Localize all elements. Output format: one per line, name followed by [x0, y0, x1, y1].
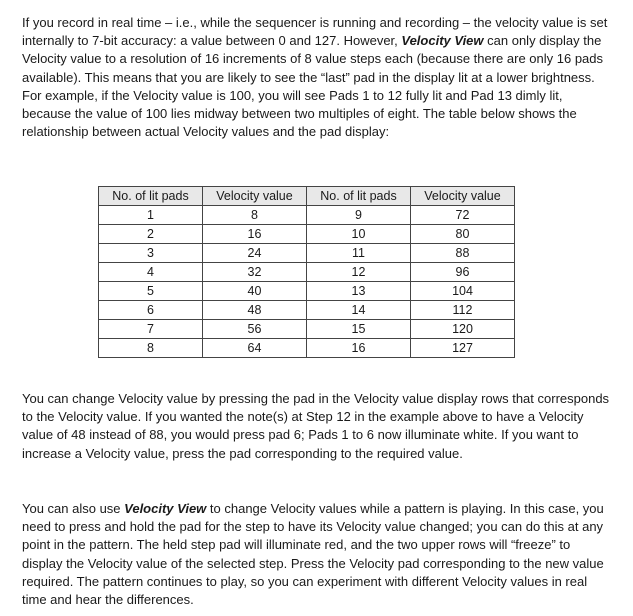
table-row — [99, 320, 515, 339]
table-cell: 4 — [99, 263, 203, 282]
velocity-view-term: Velocity View — [401, 33, 484, 49]
table-cell: 104 — [411, 282, 515, 301]
table-cell: 112 — [411, 301, 515, 320]
table-cell: 40 — [203, 282, 307, 301]
table-row — [99, 206, 515, 225]
table-row — [99, 301, 515, 320]
table-cell: 15 — [307, 320, 411, 339]
table-cell: 8 — [99, 339, 203, 358]
paragraph1-after: can only display the Velocity value to a resolution of 16 increments of 8 value steps each (because there are only 16 pads available). This means that you are likely to see the “last” pad in the display lit at a lower brightness. For example, if the Velocity value is 100, you will see Pads 1 to 12 fully lit and Pad 13 dimly lit, because the value of 100 lies midway between two multiples of eight. The table below shows the relationship between actual Velocity values and the pad display: — [22, 33, 604, 140]
table-row — [99, 263, 515, 282]
table-row — [99, 244, 515, 263]
table-cell: 12 — [307, 263, 411, 282]
table-cell: 48 — [203, 301, 307, 320]
table-cell: 7 — [99, 320, 203, 339]
table-cell: 72 — [411, 206, 515, 225]
velocity-view-term: Velocity View — [124, 501, 207, 516]
table-cell: 6 — [99, 301, 203, 320]
paragraph-recording-resolution — [22, 14, 614, 141]
paragraph-change-velocity: You can change Velocity value by pressing the pad in the Velocity value display rows that corresponds to the Velocity value. If you wanted the note(s) at Step 12 in the example above to have a Velocity value of 48 instead of 88, you would press pad 6; Pads 1 to 6 now illuminate white. If you want to increase a Velocity value, press the pad corresponding to the required value. — [22, 391, 610, 461]
paragraph1-before: If you record in real time – i.e., while the sequencer is running and recording – the velocity value is set internally to 7-bit accuracy: a value between 0 and 127. However, — [22, 15, 608, 49]
table-row — [99, 339, 515, 358]
table-cell: 96 — [411, 263, 515, 282]
table-cell: 24 — [203, 244, 307, 263]
table-cell: 13 — [307, 282, 411, 301]
table-header-velocity-2: Velocity value — [411, 187, 515, 206]
paragraph3-before: You can also use — [22, 501, 125, 516]
table-header-row — [99, 187, 515, 206]
table-cell: 88 — [411, 244, 515, 263]
table-header-velocity-1: Velocity value — [203, 187, 307, 206]
table-header-lit-pads-2: No. of lit pads — [307, 187, 411, 206]
document-page — [22, 14, 614, 608]
table-row — [99, 225, 515, 244]
table-cell: 16 — [203, 225, 307, 244]
table-cell: 127 — [411, 339, 515, 358]
paragraph3-after: to change Velocity values while a pattern is playing. In this case, you need to press and hold the pad for the step to have its Velocity value changed; you can do this at any point in the pattern. The held step pad will illuminate red, and the two upper rows will “freeze” to display the Velocity value of the selected step. Press the Velocity pad corresponding to the new value required. The pattern continues to play, so you can experiment with different Velocity values in real time and hear the differences. — [22, 501, 604, 608]
table-cell: 14 — [307, 301, 411, 320]
table-cell: 9 — [307, 206, 411, 225]
table-cell: 8 — [203, 206, 307, 225]
table-cell: 16 — [307, 339, 411, 358]
velocity-table — [98, 186, 515, 358]
table-cell: 2 — [99, 225, 203, 244]
table-cell: 120 — [411, 320, 515, 339]
paragraph-velocity-while-playing — [22, 500, 614, 609]
table-cell: 80 — [411, 225, 515, 244]
table-cell: 11 — [307, 244, 411, 263]
table-header-lit-pads-1: No. of lit pads — [99, 187, 203, 206]
table-cell: 10 — [307, 225, 411, 244]
table-cell: 32 — [203, 263, 307, 282]
table-cell: 1 — [99, 206, 203, 225]
table-cell: 64 — [203, 339, 307, 358]
table-cell: 5 — [99, 282, 203, 301]
table-row — [99, 282, 515, 301]
table-cell: 56 — [203, 320, 307, 339]
table-cell: 3 — [99, 244, 203, 263]
